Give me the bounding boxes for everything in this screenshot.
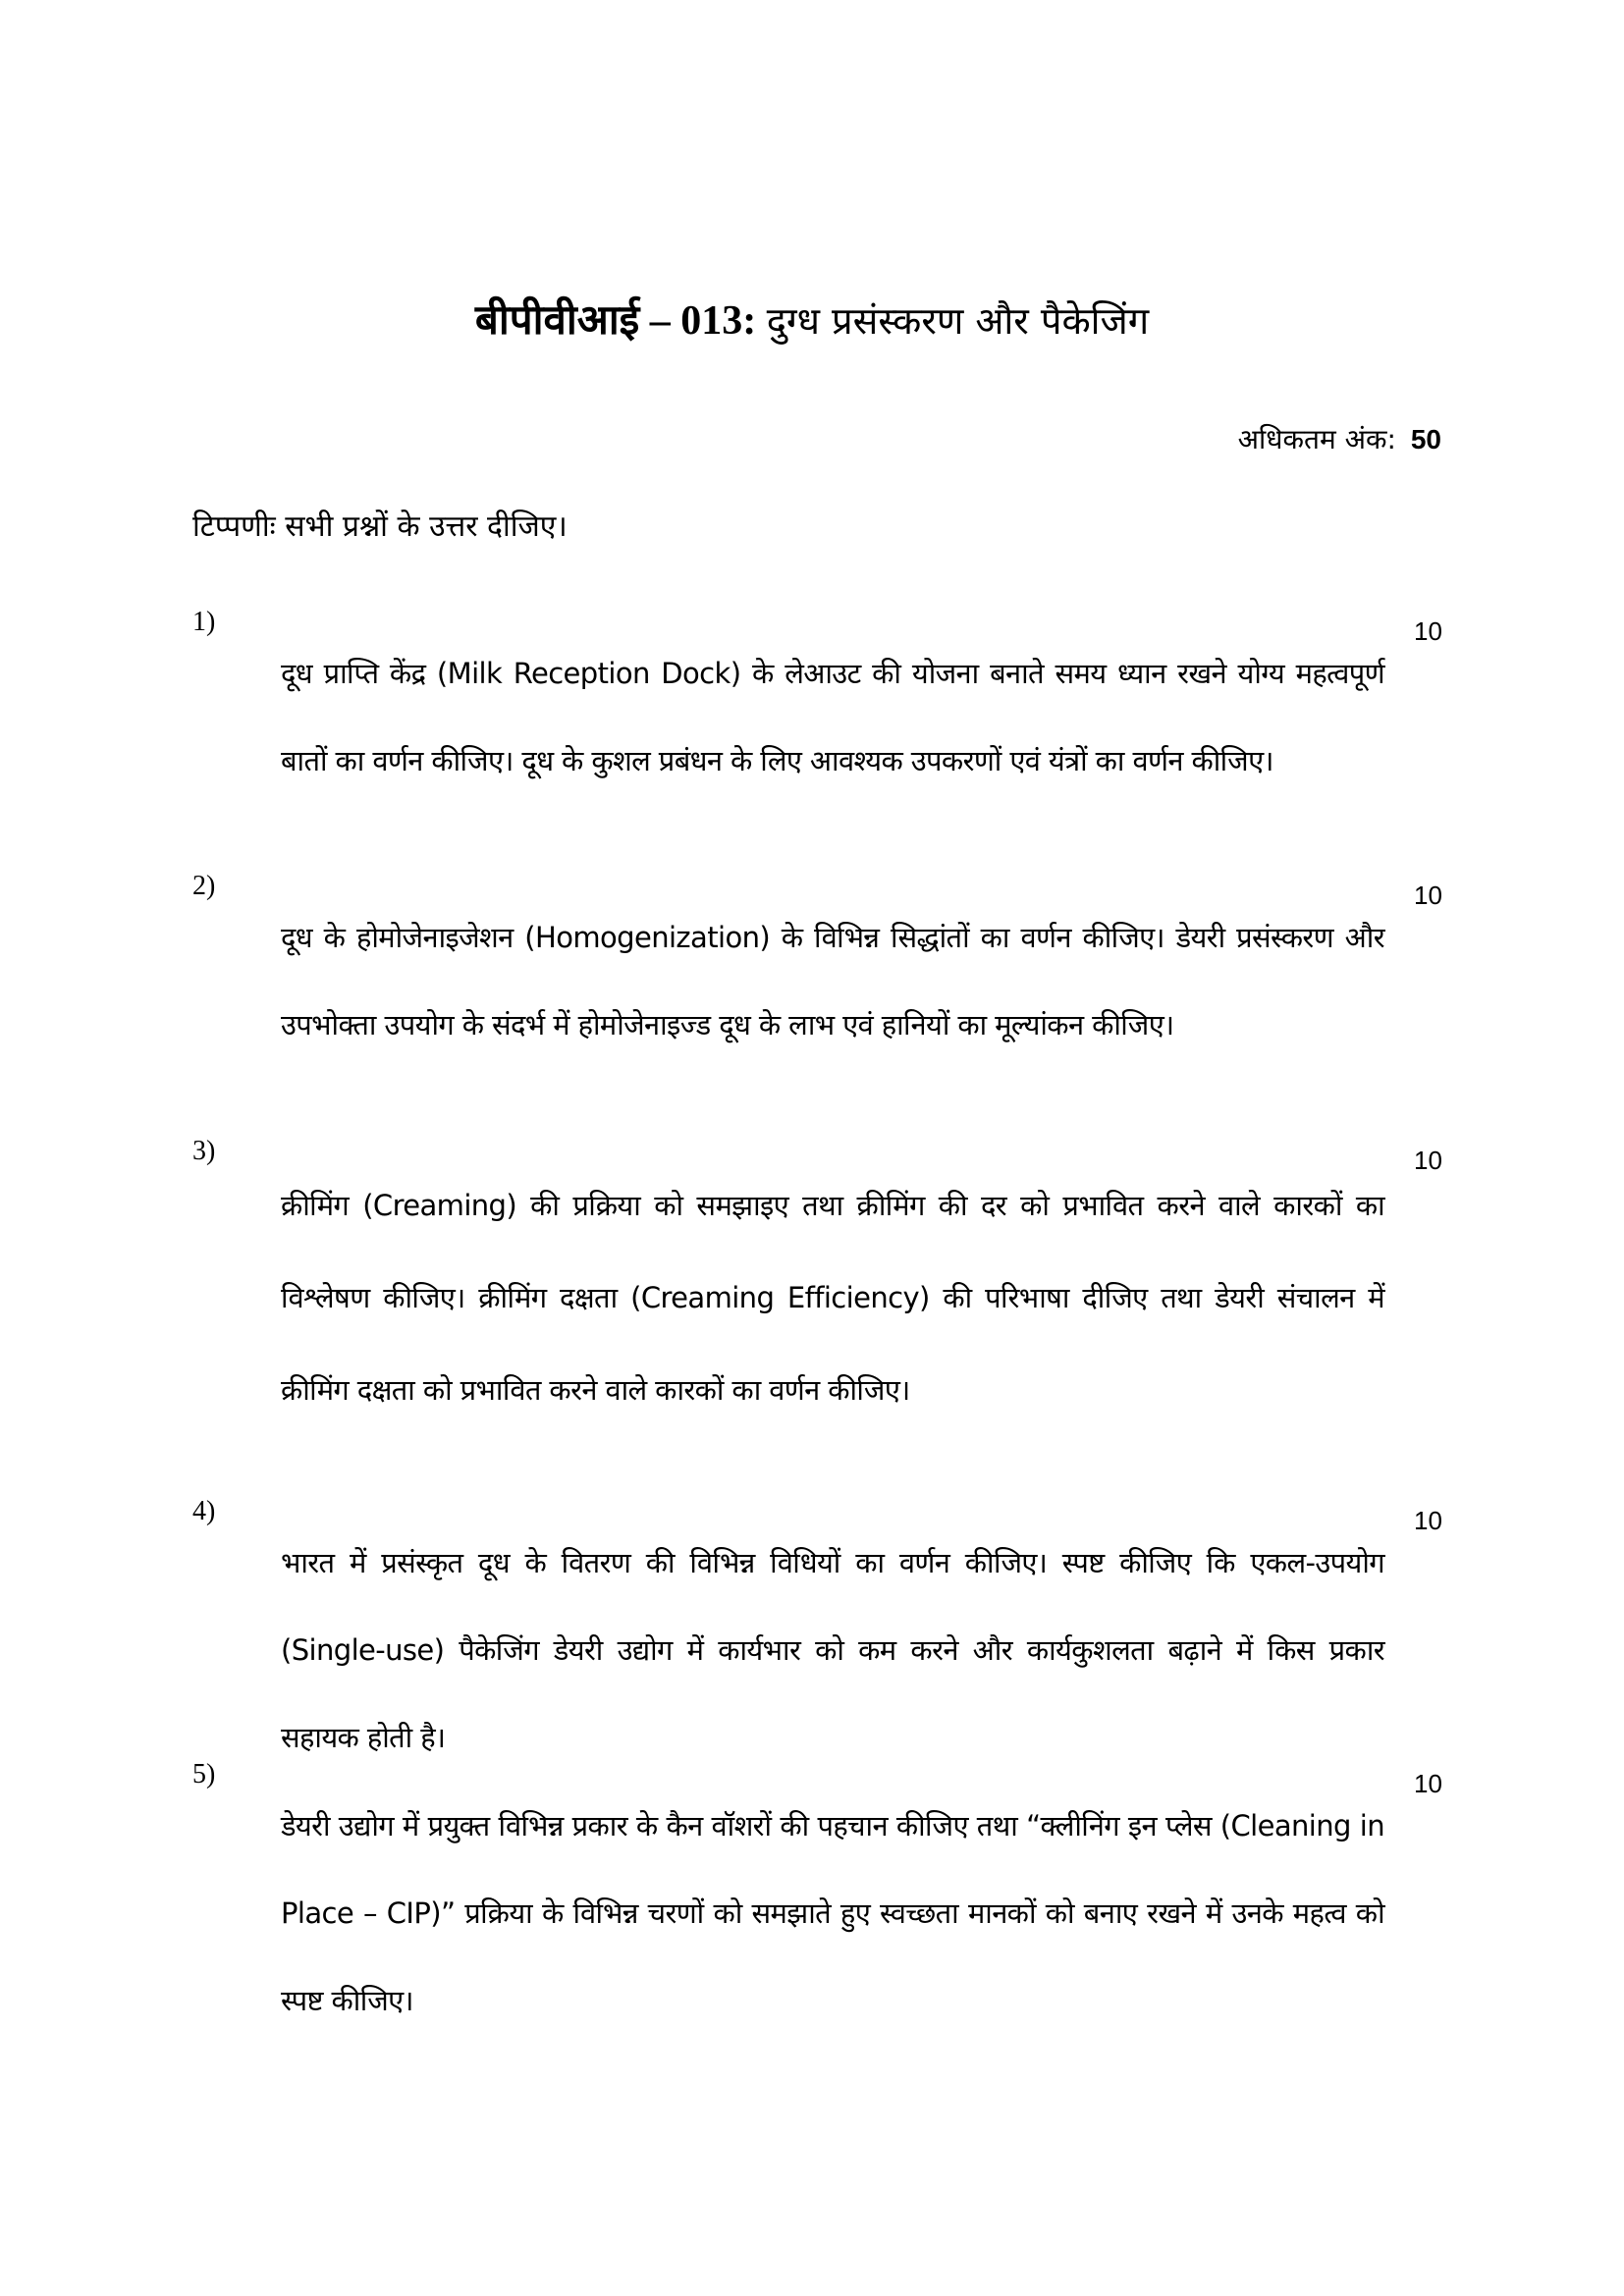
question-marks: 10 bbox=[1414, 1146, 1442, 1175]
max-marks-value: 50 bbox=[1410, 424, 1441, 454]
question-number: 4) bbox=[192, 1496, 216, 1526]
max-marks bbox=[1238, 420, 1441, 457]
question-number: 2) bbox=[192, 871, 216, 901]
question-marks: 10 bbox=[1414, 616, 1442, 646]
question-marks: 10 bbox=[1414, 1769, 1442, 1798]
question-text: डेयरी उद्योग में प्रयुक्त विभिन्न प्रकार के कैन वॉशरों की पहचान कीजिए तथा “क्लीनिंग इन प्लेस (Cleaning in Place – CIP)” प्रक्रिया के विभिन्न चरणों को समझाते हुए स्वच्छता मानकों को बनाए रखने में उनके महत्व को स्पष्ट कीजिए। bbox=[281, 1809, 1384, 2017]
question-number: 1) bbox=[192, 607, 216, 637]
instructions-note: टिप्पणीः सभी प्रश्नों के उत्तर दीजिए। bbox=[192, 509, 568, 544]
course-code: बीपीवीआई – 013: bbox=[474, 298, 757, 344]
question-text: दूध के होमोजेनाइजेशन (Homogenization) के विभिन्न सिद्धांतों का वर्णन कीजिए। डेयरी प्रसंस्करण और उपभोक्ता उपयोग के संदर्भ में होमोजेनाइज्ड दूध के लाभ एवं हानियों का मूल्यांकन कीजिए। bbox=[281, 921, 1384, 1041]
max-marks-label: अधिकतम अंक: bbox=[1237, 423, 1396, 455]
question-marks: 10 bbox=[1414, 881, 1442, 910]
question-marks: 10 bbox=[1414, 1506, 1442, 1535]
question-text: दूध प्राप्ति केंद्र (Milk Reception Dock) के लेआउट की योजना बनाते समय ध्यान रखने योग्य महत्वपूर्ण बातों का वर्णन कीजिए। दूध के कुशल प्रबंधन के लिए आवश्यक उपकरणों एवं यंत्रों का वर्णन कीजिए। bbox=[281, 657, 1384, 777]
course-subject: दुग्ध प्रसंस्करण और पैकेजिंग bbox=[766, 299, 1150, 343]
question-number: 5) bbox=[192, 1759, 216, 1789]
question-text: भारत में प्रसंस्कृत दूध के वितरण की विभिन्न विधियों का वर्णन कीजिए। स्पष्ट कीजिए कि एकल-उपयोग (Single-use) पैकेजिंग डेयरी उद्योग में कार्यभार को कम करने और कार्यकुशलता बढ़ाने में किस प्रकार सहायक होती है। bbox=[281, 1546, 1384, 1754]
question-text: क्रीमिंग (Creaming) की प्रक्रिया को समझाइए तथा क्रीमिंग की दर को प्रभावित करने वाले कारकों का विश्लेषण कीजिए। क्रीमिंग दक्षता (Creaming Efficiency) की परिभाषा दीजिए तथा डेयरी संचालन में क्रीमिंग दक्षता को प्रभावित करने वाले कारकों का वर्णन कीजिए। bbox=[281, 1189, 1384, 1407]
question-number: 3) bbox=[192, 1136, 216, 1166]
page-title bbox=[0, 291, 1624, 347]
